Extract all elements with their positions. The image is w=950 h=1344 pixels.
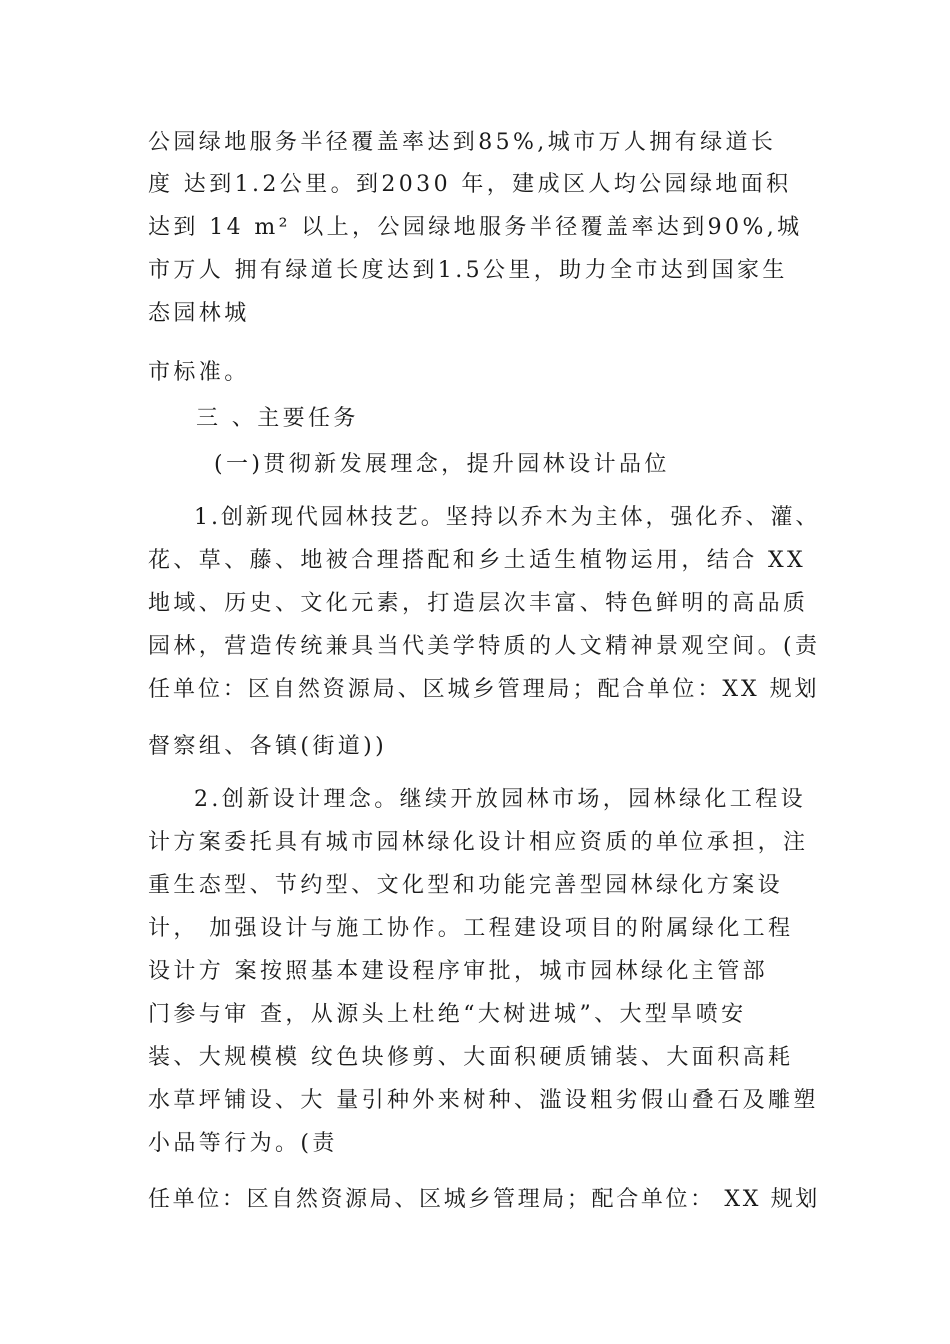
paragraph-line: 花、草、藤、地被合理搭配和乡土适生植物运用，结合 XX bbox=[148, 548, 807, 573]
paragraph-line: 达到 14 m² 以上，公园绿地服务半径覆盖率达到90%,城 bbox=[148, 215, 803, 240]
paragraph-line: 督察组、各镇(街道)) bbox=[148, 734, 388, 759]
paragraph-line: 度 达到1.2公里。到2030 年，建成区人均公园绿地面积 bbox=[148, 172, 792, 197]
paragraph-line: 水草坪铺设、大 量引种外来树种、滥设粗劣假山叠石及雕塑 bbox=[148, 1088, 819, 1113]
paragraph-line: 计， 加强设计与施工协作。工程建设项目的附属绿化工程 bbox=[148, 916, 794, 941]
section-heading: 三 、主要任务 bbox=[196, 406, 359, 431]
paragraph-line: 任单位：区自然资源局、区城乡管理局；配合单位： XX 规划 bbox=[148, 1187, 820, 1212]
paragraph-line: 态园林城 bbox=[148, 301, 250, 326]
paragraph-line: 设计方 案按照基本建设程序审批，城市园林绿化主管部 bbox=[148, 959, 768, 984]
paragraph-line: 门参与审 查，从源头上杜绝“大树进城”、大型旱喷安 bbox=[148, 1002, 747, 1027]
paragraph-line: 园林，营造传统兼具当代美学特质的人文精神景观空间。(责 bbox=[148, 634, 821, 659]
subsection-heading: (一)贯彻新发展理念，提升园林设计品位 bbox=[214, 452, 670, 477]
paragraph-line: 计方案委托具有城市园林绿化设计相应资质的单位承担，注 bbox=[148, 830, 809, 855]
paragraph-line: 小品等行为。(责 bbox=[148, 1131, 338, 1156]
paragraph-line: 公园绿地服务半径覆盖率达到85%,城市万人拥有绿道长 bbox=[148, 130, 777, 155]
paragraph-line: 市标准。 bbox=[148, 360, 250, 385]
paragraph-line: 重生态型、节约型、文化型和功能完善型园林绿化方案设 bbox=[148, 873, 784, 898]
paragraph-line: 任单位：区自然资源局、区城乡管理局；配合单位：XX 规划 bbox=[148, 677, 820, 702]
paragraph-line: 地域、历史、文化元素，打造层次丰富、特色鲜明的高品质 bbox=[148, 591, 809, 616]
paragraph-line: 2.创新设计理念。继续开放园林市场，园林绿化工程设 bbox=[194, 787, 806, 812]
paragraph-line: 市万人 拥有绿道长度达到1.5公里，助力全市达到国家生 bbox=[148, 258, 788, 283]
paragraph-line: 1.创新现代园林技艺。坚持以乔木为主体，强化乔、灌、 bbox=[194, 505, 821, 530]
paragraph-line: 装、大规模模 纹色块修剪、大面积硬质铺装、大面积高耗 bbox=[148, 1045, 794, 1070]
